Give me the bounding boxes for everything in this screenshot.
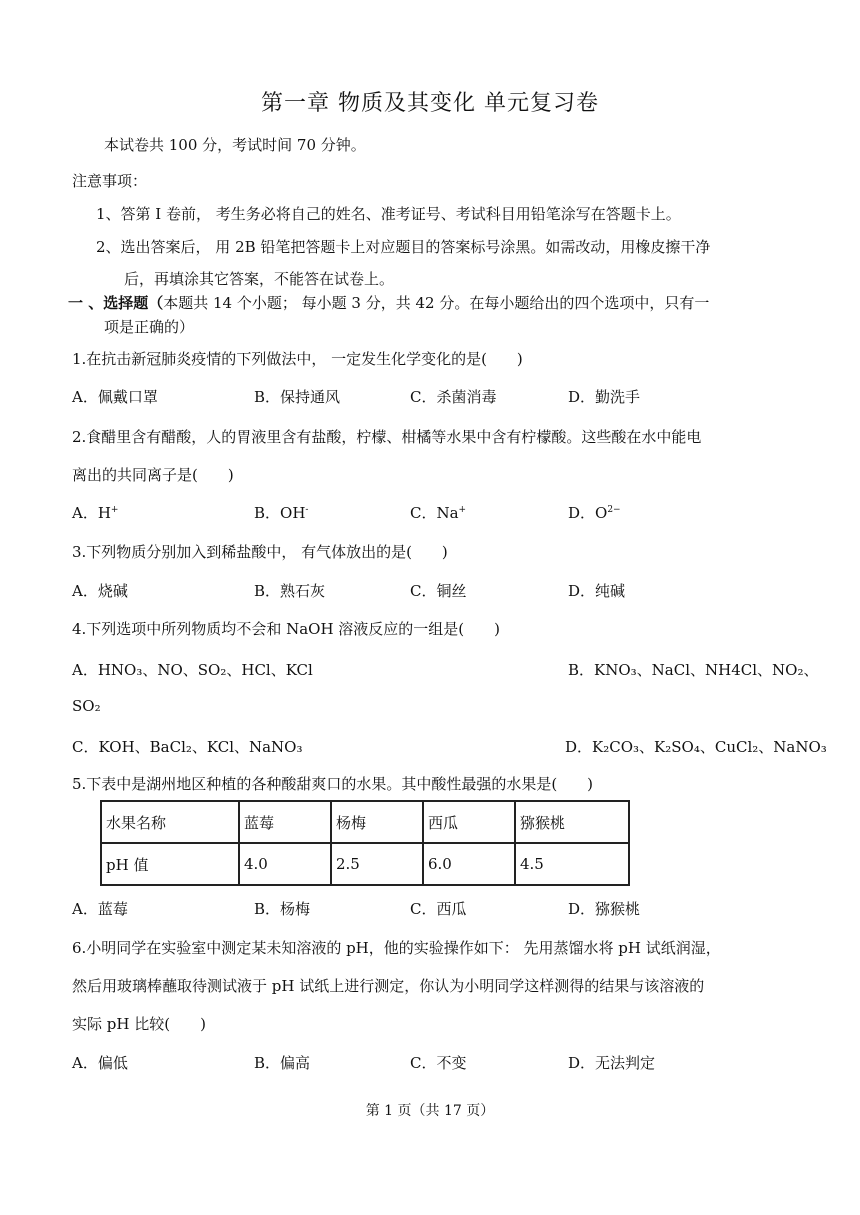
q2-option-d: D．$O^{2-}$ [568,504,621,522]
q1-option-a: A．佩戴口罩 [72,388,158,406]
q3-option-d: D．纯碱 [568,582,626,600]
q6-option-b: B．偏高 [254,1054,311,1072]
q1-option-d: D．勤洗手 [568,388,641,406]
exam-intro: 本试卷共 100 分，考试时间 70 分钟。 [104,136,366,154]
q4-option-c: C．KOH、BaCl₂、KCl、NaNO₃ [72,738,303,756]
q4-option-d: D．K₂CO₃、K₂SO₄、CuCl₂、NaNO₃ [565,738,827,756]
table-cell: 4.5 [515,843,629,885]
q5-option-d: D．猕猴桃 [568,900,641,918]
q4-option-b-cont: SO₂ [72,697,101,715]
q3-option-c: C．铜丝 [410,582,467,600]
table-cell: 6.0 [423,843,515,885]
question-4-stem: 4.下列选项中所列物质均不会和 NaOH 溶液反应的一组是( ) [72,620,501,638]
q2-option-b: B．OH- [254,504,309,522]
q2-option-a: A．H+ [72,504,119,522]
notes-heading: 注意事项： [72,172,148,190]
question-2-stem: 2.食醋里含有醋酸，人的胃液里含有盐酸，柠檬、柑橘等水果中含有柠檬酸。这些酸在水中能电 [72,428,702,446]
table-header-row [101,801,629,843]
table-cell: 蓝莓 [239,801,331,843]
note-2-cont: 后，再填涂其它答案，不能答在试卷上。 [124,270,395,288]
table-cell: 2.5 [331,843,423,885]
question-1-stem: 1.在抗击新冠肺炎疫情的下列做法中， 一定发生化学变化的是( ) [72,350,523,368]
page-title: 第一章 物质及其变化 单元复习卷 [261,91,599,116]
table-cell: 杨梅 [331,801,423,843]
table-cell: 西瓜 [423,801,515,843]
q1-option-c: C．杀菌消毒 [410,388,497,406]
question-6-stem: 6.小明同学在实验室中测定某未知溶液的 pH，他的实验操作如下： 先用蒸馏水将 pH 试纸润湿， [72,939,721,957]
table-row [101,843,629,885]
fruit-ph-table [100,800,630,886]
note-2: 2、选出答案后， 用 2B 铅笔把答题卡上对应题目的答案标号涂黑。如需改动，用橡皮擦干净 [96,238,711,256]
question-5-stem: 5.下表中是湖州地区种植的各种酸甜爽口的水果。其中酸性最强的水果是( ) [72,775,594,793]
question-6-stem-cont-2: 实际 pH 比较( ) [72,1015,206,1033]
q2-option-c: C．Na+ [410,504,467,522]
section-desc: 本题共 14 个小题； 每小题 3 分，共 42 分。在每小题给出的四个选项中，只有一 [163,294,710,312]
table-cell: 猕猴桃 [515,801,629,843]
q6-option-d: D．无法判定 [568,1054,656,1072]
section-heading [68,292,709,313]
q6-option-c: C．不变 [410,1054,467,1072]
q3-option-b: B．熟石灰 [254,582,326,600]
note-1: 1、答第 I 卷前， 考生务必将自己的姓名、准考证号、考试科目用铅笔涂写在答题卡上。 [96,205,681,223]
table-cell: 4.0 [239,843,331,885]
q5-option-a: A．蓝莓 [72,900,128,918]
q5-option-c: C．西瓜 [410,900,467,918]
table-cell: 水果名称 [101,801,239,843]
table-cell: pH 值 [101,843,239,885]
question-2-stem-cont: 离出的共同离子是( ) [72,466,234,484]
section-number: 一 、 [68,294,104,312]
q3-option-a: A．烧碱 [72,582,128,600]
page-footer: 第 1 页（共 17 页） [365,1103,495,1119]
section-name: 选择题（ [103,294,164,312]
q5-option-b: B．杨梅 [254,900,311,918]
question-3-stem: 3.下列物质分别加入到稀盐酸中， 有气体放出的是( ) [72,543,448,561]
q6-option-a: A．偏低 [72,1054,128,1072]
q4-option-b: B．KNO₃、NaCl、NH4Cl、NO₂、 [568,661,819,679]
q1-option-b: B．保持通风 [254,388,341,406]
section-desc-cont: 项是正确的） [104,318,195,336]
q4-option-a: A．HNO₃、NO、SO₂、HCl、KCl [72,661,313,679]
question-6-stem-cont-1: 然后用玻璃棒蘸取待测试液于 pH 试纸上进行测定，你认为小明同学这样测得的结果与该溶液的 [72,977,705,995]
